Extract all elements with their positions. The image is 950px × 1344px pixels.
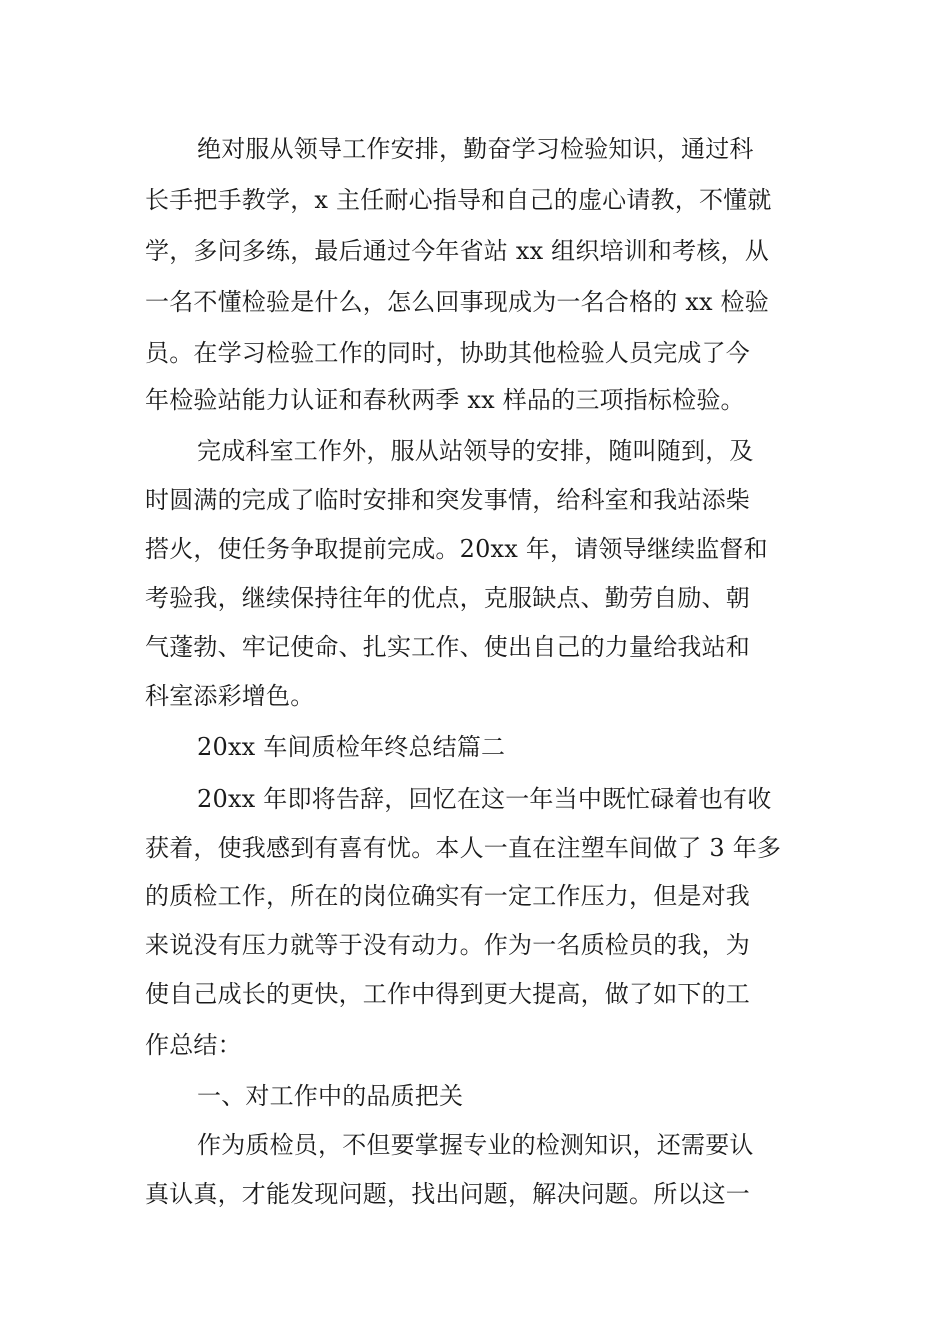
text-line: 长手把手教学，x 主任耐心指导和自己的虚心请教，不懂就 [145,186,772,214]
text-line: 来说没有压力就等于没有动力。作为一名质检员的我，为 [145,931,750,959]
text-line: 获着，使我感到有喜有忧。本人一直在注塑车间做了 3 年多 [145,834,782,862]
section-heading: 20xx 车间质检年终总结篇二 [197,733,506,761]
text-line: 科室添彩增色。 [145,682,315,710]
text-line: 20xx 年即将告辞，回忆在这一年当中既忙碌着也有收 [197,785,772,813]
subsection-heading: 一、对工作中的品质把关 [197,1082,464,1110]
text-line: 作为质检员，不但要掌握专业的检测知识，还需要认 [197,1131,754,1159]
text-line: 绝对服从领导工作安排，勤奋学习检验知识，通过科 [197,135,754,163]
text-line: 员。在学习检验工作的同时，协助其他检验人员完成了今 [145,339,750,367]
text-line: 年检验站能力认证和春秋两季 xx 样品的三项指标检验。 [145,386,745,414]
text-line: 真认真，才能发现问题，找出问题，解决问题。所以这一 [145,1180,750,1208]
text-line: 完成科室工作外，服从站领导的安排，随叫随到，及 [197,437,754,465]
text-line: 考验我，继续保持往年的优点，克服缺点、勤劳自励、朝 [145,584,750,612]
text-line: 搭火，使任务争取提前完成。20xx 年，请领导继续监督和 [145,535,768,563]
text-line: 时圆满的完成了临时安排和突发事情，给科室和我站添柴 [145,486,750,514]
text-line: 的质检工作，所在的岗位确实有一定工作压力，但是对我 [145,882,750,910]
text-line: 气蓬勃、牢记使命、扎实工作、使出自己的力量给我站和 [145,633,750,661]
text-line: 使自己成长的更快，工作中得到更大提高，做了如下的工 [145,980,750,1008]
text-line: 一名不懂检验是什么，怎么回事现成为一名合格的 xx 检验 [145,288,769,316]
text-line: 学，多问多练，最后通过今年省站 xx 组织培训和考核，从 [145,237,769,265]
text-line: 作总结： [145,1031,242,1059]
